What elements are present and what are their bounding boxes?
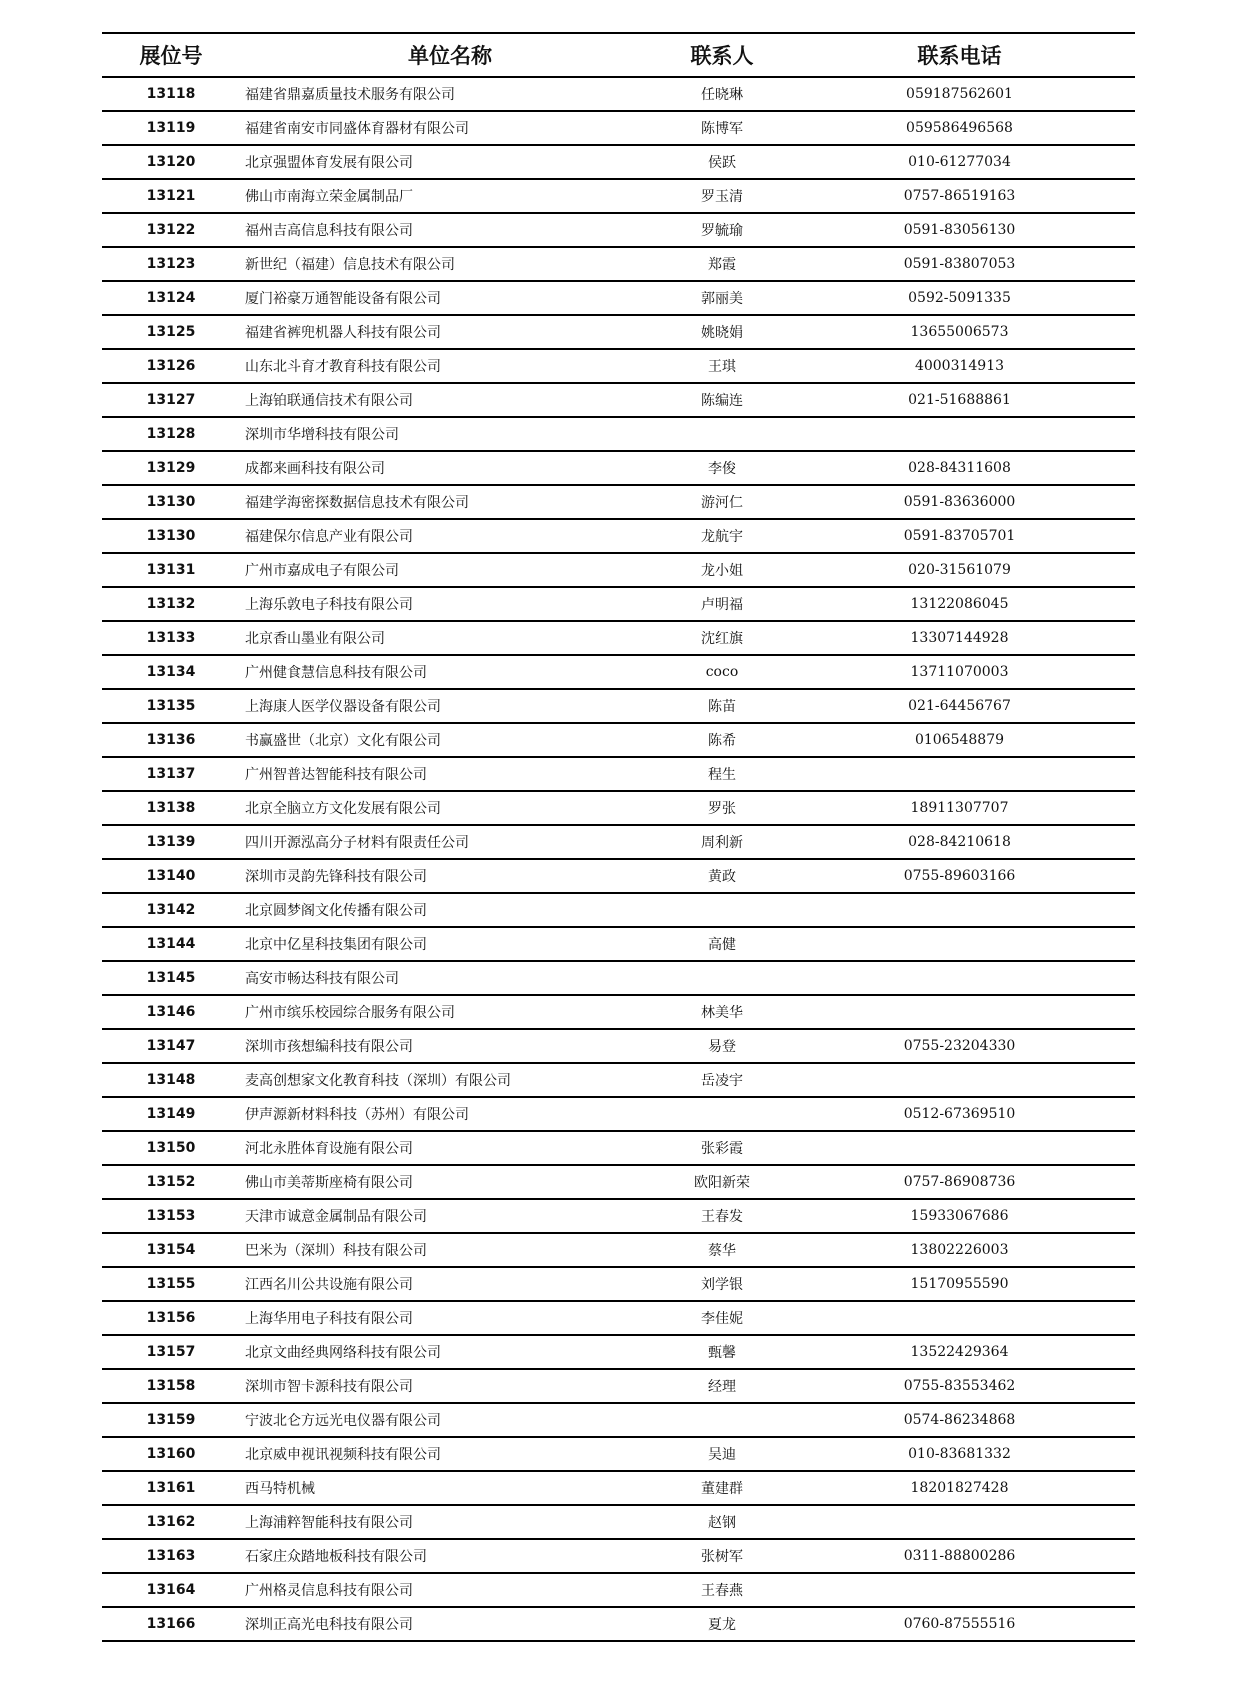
company-name-cell: 北京全脑立方文化发展有限公司 bbox=[240, 791, 660, 825]
booth-number-cell: 13131 bbox=[102, 553, 240, 587]
phone-cell: 4000314913 bbox=[784, 349, 1135, 383]
contact-person-cell: 罗毓瑜 bbox=[660, 213, 784, 247]
company-name-cell: 深圳市华增科技有限公司 bbox=[240, 417, 660, 451]
table-row bbox=[102, 961, 1135, 995]
company-name-cell: 上海华用电子科技有限公司 bbox=[240, 1301, 660, 1335]
phone-cell: 0591-83807053 bbox=[784, 247, 1135, 281]
phone-cell: 13307144928 bbox=[784, 621, 1135, 655]
phone-cell: 0755-83553462 bbox=[784, 1369, 1135, 1403]
booth-number-cell: 13123 bbox=[102, 247, 240, 281]
company-name-cell: 河北永胜体育设施有限公司 bbox=[240, 1131, 660, 1165]
table-row bbox=[102, 145, 1135, 179]
contact-person-cell: 赵钢 bbox=[660, 1505, 784, 1539]
contact-person-cell: 陈博军 bbox=[660, 111, 784, 145]
booth-number-cell: 13129 bbox=[102, 451, 240, 485]
header-booth-number: 展位号 bbox=[102, 33, 240, 77]
table-row bbox=[102, 1335, 1135, 1369]
phone-cell: 15933067686 bbox=[784, 1199, 1135, 1233]
company-name-cell: 巴米为（深圳）科技有限公司 bbox=[240, 1233, 660, 1267]
phone-cell bbox=[784, 1505, 1135, 1539]
phone-cell bbox=[784, 1573, 1135, 1607]
company-name-cell: 福建学海密探数据信息技术有限公司 bbox=[240, 485, 660, 519]
contact-person-cell: 陈编连 bbox=[660, 383, 784, 417]
phone-cell: 028-84311608 bbox=[784, 451, 1135, 485]
booth-number-cell: 13130 bbox=[102, 485, 240, 519]
booth-number-cell: 13126 bbox=[102, 349, 240, 383]
table-row bbox=[102, 655, 1135, 689]
table-row bbox=[102, 349, 1135, 383]
table-row bbox=[102, 1505, 1135, 1539]
phone-cell: 010-83681332 bbox=[784, 1437, 1135, 1471]
header-row bbox=[102, 33, 1135, 77]
booth-number-cell: 13149 bbox=[102, 1097, 240, 1131]
booth-number-cell: 13135 bbox=[102, 689, 240, 723]
booth-number-cell: 13127 bbox=[102, 383, 240, 417]
booth-number-cell: 13163 bbox=[102, 1539, 240, 1573]
exhibitor-table bbox=[102, 32, 1135, 1642]
table-row bbox=[102, 621, 1135, 655]
table-row bbox=[102, 1097, 1135, 1131]
booth-number-cell: 13148 bbox=[102, 1063, 240, 1097]
contact-person-cell: 林美华 bbox=[660, 995, 784, 1029]
company-name-cell: 上海乐敦电子科技有限公司 bbox=[240, 587, 660, 621]
table-row bbox=[102, 1131, 1135, 1165]
table-body bbox=[102, 77, 1135, 1641]
booth-number-cell: 13164 bbox=[102, 1573, 240, 1607]
phone-cell: 0512-67369510 bbox=[784, 1097, 1135, 1131]
phone-cell: 13655006573 bbox=[784, 315, 1135, 349]
company-name-cell: 福建省鼎嘉质量技术服务有限公司 bbox=[240, 77, 660, 111]
table-row bbox=[102, 553, 1135, 587]
company-name-cell: 广州市嘉成电子有限公司 bbox=[240, 553, 660, 587]
company-name-cell: 山东北斗育才教育科技有限公司 bbox=[240, 349, 660, 383]
contact-person-cell: 张彩霞 bbox=[660, 1131, 784, 1165]
header-company-name: 单位名称 bbox=[240, 33, 660, 77]
booth-number-cell: 13128 bbox=[102, 417, 240, 451]
booth-number-cell: 13122 bbox=[102, 213, 240, 247]
booth-number-cell: 13118 bbox=[102, 77, 240, 111]
contact-person-cell: 王春燕 bbox=[660, 1573, 784, 1607]
company-name-cell: 上海铂联通信技术有限公司 bbox=[240, 383, 660, 417]
table-row bbox=[102, 587, 1135, 621]
phone-cell: 13711070003 bbox=[784, 655, 1135, 689]
phone-cell bbox=[784, 1063, 1135, 1097]
table-row bbox=[102, 1267, 1135, 1301]
phone-cell: 0574-86234868 bbox=[784, 1403, 1135, 1437]
contact-person-cell bbox=[660, 961, 784, 995]
table-row bbox=[102, 281, 1135, 315]
table-row bbox=[102, 179, 1135, 213]
contact-person-cell: 罗张 bbox=[660, 791, 784, 825]
contact-person-cell: 王琪 bbox=[660, 349, 784, 383]
table-row bbox=[102, 519, 1135, 553]
phone-cell: 18911307707 bbox=[784, 791, 1135, 825]
booth-number-cell: 13155 bbox=[102, 1267, 240, 1301]
company-name-cell: 福建省裤兜机器人科技有限公司 bbox=[240, 315, 660, 349]
company-name-cell: 深圳正高光电科技有限公司 bbox=[240, 1607, 660, 1641]
phone-cell: 0592-5091335 bbox=[784, 281, 1135, 315]
table-row bbox=[102, 1301, 1135, 1335]
phone-cell: 0311-88800286 bbox=[784, 1539, 1135, 1573]
contact-person-cell: 陈希 bbox=[660, 723, 784, 757]
booth-number-cell: 13142 bbox=[102, 893, 240, 927]
table-row bbox=[102, 1403, 1135, 1437]
table-header bbox=[102, 33, 1135, 77]
contact-person-cell: 黄政 bbox=[660, 859, 784, 893]
booth-number-cell: 13159 bbox=[102, 1403, 240, 1437]
table-row bbox=[102, 1233, 1135, 1267]
booth-number-cell: 13162 bbox=[102, 1505, 240, 1539]
phone-cell bbox=[784, 893, 1135, 927]
contact-person-cell bbox=[660, 1403, 784, 1437]
booth-number-cell: 13136 bbox=[102, 723, 240, 757]
table-row bbox=[102, 111, 1135, 145]
table-row bbox=[102, 383, 1135, 417]
contact-person-cell: 吴迪 bbox=[660, 1437, 784, 1471]
contact-person-cell: 任晓琳 bbox=[660, 77, 784, 111]
table-row bbox=[102, 859, 1135, 893]
contact-person-cell: 龙航宇 bbox=[660, 519, 784, 553]
table-row bbox=[102, 1573, 1135, 1607]
company-name-cell: 深圳市孩想编科技有限公司 bbox=[240, 1029, 660, 1063]
phone-cell bbox=[784, 1131, 1135, 1165]
booth-number-cell: 13133 bbox=[102, 621, 240, 655]
contact-person-cell: coco bbox=[660, 655, 784, 689]
table-row bbox=[102, 1539, 1135, 1573]
phone-cell: 0760-87555516 bbox=[784, 1607, 1135, 1641]
company-name-cell: 北京威申视讯视频科技有限公司 bbox=[240, 1437, 660, 1471]
table-row bbox=[102, 213, 1135, 247]
booth-number-cell: 13139 bbox=[102, 825, 240, 859]
booth-number-cell: 13125 bbox=[102, 315, 240, 349]
booth-number-cell: 13134 bbox=[102, 655, 240, 689]
table-row bbox=[102, 1437, 1135, 1471]
phone-cell: 021-64456767 bbox=[784, 689, 1135, 723]
company-name-cell: 福州吉高信息科技有限公司 bbox=[240, 213, 660, 247]
phone-cell: 020-31561079 bbox=[784, 553, 1135, 587]
table-row bbox=[102, 77, 1135, 111]
table-row bbox=[102, 1063, 1135, 1097]
company-name-cell: 江西名川公共设施有限公司 bbox=[240, 1267, 660, 1301]
contact-person-cell bbox=[660, 417, 784, 451]
table-row bbox=[102, 825, 1135, 859]
contact-person-cell: 郭丽美 bbox=[660, 281, 784, 315]
table-row bbox=[102, 1607, 1135, 1641]
company-name-cell: 麦高创想家文化教育科技（深圳）有限公司 bbox=[240, 1063, 660, 1097]
contact-person-cell: 刘学银 bbox=[660, 1267, 784, 1301]
company-name-cell: 北京强盟体育发展有限公司 bbox=[240, 145, 660, 179]
contact-person-cell: 游河仁 bbox=[660, 485, 784, 519]
booth-number-cell: 13130 bbox=[102, 519, 240, 553]
company-name-cell: 佛山市南海立荣金属制品厂 bbox=[240, 179, 660, 213]
company-name-cell: 西马特机械 bbox=[240, 1471, 660, 1505]
company-name-cell: 北京文曲经典网络科技有限公司 bbox=[240, 1335, 660, 1369]
contact-person-cell: 罗玉清 bbox=[660, 179, 784, 213]
phone-cell: 010-61277034 bbox=[784, 145, 1135, 179]
company-name-cell: 新世纪（福建）信息技术有限公司 bbox=[240, 247, 660, 281]
phone-cell: 0755-89603166 bbox=[784, 859, 1135, 893]
contact-person-cell bbox=[660, 1097, 784, 1131]
phone-cell bbox=[784, 927, 1135, 961]
table-row bbox=[102, 1199, 1135, 1233]
company-name-cell: 广州格灵信息科技有限公司 bbox=[240, 1573, 660, 1607]
table-row bbox=[102, 791, 1135, 825]
table-row bbox=[102, 417, 1135, 451]
booth-number-cell: 13145 bbox=[102, 961, 240, 995]
booth-number-cell: 13120 bbox=[102, 145, 240, 179]
company-name-cell: 四川开源泓高分子材料有限责任公司 bbox=[240, 825, 660, 859]
phone-cell: 0106548879 bbox=[784, 723, 1135, 757]
contact-person-cell: 侯跃 bbox=[660, 145, 784, 179]
phone-cell: 18201827428 bbox=[784, 1471, 1135, 1505]
company-name-cell: 上海康人医学仪器设备有限公司 bbox=[240, 689, 660, 723]
booth-number-cell: 13166 bbox=[102, 1607, 240, 1641]
phone-cell: 0591-83705701 bbox=[784, 519, 1135, 553]
booth-number-cell: 13157 bbox=[102, 1335, 240, 1369]
company-name-cell: 北京圆梦阁文化传播有限公司 bbox=[240, 893, 660, 927]
contact-person-cell: 蔡华 bbox=[660, 1233, 784, 1267]
phone-cell: 13522429364 bbox=[784, 1335, 1135, 1369]
phone-cell: 021-51688861 bbox=[784, 383, 1135, 417]
company-name-cell: 伊声源新材料科技（苏州）有限公司 bbox=[240, 1097, 660, 1131]
phone-cell: 0591-83056130 bbox=[784, 213, 1135, 247]
company-name-cell: 广州健食慧信息科技有限公司 bbox=[240, 655, 660, 689]
phone-cell bbox=[784, 417, 1135, 451]
company-name-cell: 深圳市灵韵先锋科技有限公司 bbox=[240, 859, 660, 893]
contact-person-cell: 欧阳新荣 bbox=[660, 1165, 784, 1199]
header-phone: 联系电话 bbox=[784, 33, 1135, 77]
contact-person-cell: 姚晓娟 bbox=[660, 315, 784, 349]
contact-person-cell: 王春发 bbox=[660, 1199, 784, 1233]
phone-cell bbox=[784, 757, 1135, 791]
phone-cell: 059586496568 bbox=[784, 111, 1135, 145]
company-name-cell: 北京香山墨业有限公司 bbox=[240, 621, 660, 655]
contact-person-cell: 龙小姐 bbox=[660, 553, 784, 587]
phone-cell: 0757-86519163 bbox=[784, 179, 1135, 213]
booth-number-cell: 13119 bbox=[102, 111, 240, 145]
table-row bbox=[102, 1471, 1135, 1505]
booth-number-cell: 13144 bbox=[102, 927, 240, 961]
phone-cell bbox=[784, 961, 1135, 995]
company-name-cell: 深圳市智卡源科技有限公司 bbox=[240, 1369, 660, 1403]
phone-cell: 15170955590 bbox=[784, 1267, 1135, 1301]
contact-person-cell: 李俊 bbox=[660, 451, 784, 485]
contact-person-cell: 岳凌宇 bbox=[660, 1063, 784, 1097]
booth-number-cell: 13140 bbox=[102, 859, 240, 893]
phone-cell: 13122086045 bbox=[784, 587, 1135, 621]
contact-person-cell: 周利新 bbox=[660, 825, 784, 859]
table-row bbox=[102, 1029, 1135, 1063]
phone-cell bbox=[784, 995, 1135, 1029]
contact-person-cell: 高健 bbox=[660, 927, 784, 961]
contact-person-cell bbox=[660, 893, 784, 927]
contact-person-cell: 易登 bbox=[660, 1029, 784, 1063]
company-name-cell: 宁波北仑方远光电仪器有限公司 bbox=[240, 1403, 660, 1437]
booth-number-cell: 13124 bbox=[102, 281, 240, 315]
contact-person-cell: 经理 bbox=[660, 1369, 784, 1403]
table-row bbox=[102, 315, 1135, 349]
contact-person-cell: 李佳妮 bbox=[660, 1301, 784, 1335]
company-name-cell: 福建省南安市同盛体育器材有限公司 bbox=[240, 111, 660, 145]
booth-number-cell: 13158 bbox=[102, 1369, 240, 1403]
table-row bbox=[102, 485, 1135, 519]
booth-number-cell: 13147 bbox=[102, 1029, 240, 1063]
company-name-cell: 上海浦粹智能科技有限公司 bbox=[240, 1505, 660, 1539]
company-name-cell: 厦门裕豪万通智能设备有限公司 bbox=[240, 281, 660, 315]
table-row bbox=[102, 723, 1135, 757]
phone-cell bbox=[784, 1301, 1135, 1335]
phone-cell: 059187562601 bbox=[784, 77, 1135, 111]
booth-number-cell: 13132 bbox=[102, 587, 240, 621]
contact-person-cell: 陈苗 bbox=[660, 689, 784, 723]
company-name-cell: 福建保尔信息产业有限公司 bbox=[240, 519, 660, 553]
table-row bbox=[102, 247, 1135, 281]
table-row bbox=[102, 757, 1135, 791]
table-row bbox=[102, 927, 1135, 961]
booth-number-cell: 13150 bbox=[102, 1131, 240, 1165]
contact-person-cell: 甄馨 bbox=[660, 1335, 784, 1369]
company-name-cell: 高安市畅达科技有限公司 bbox=[240, 961, 660, 995]
booth-number-cell: 13146 bbox=[102, 995, 240, 1029]
company-name-cell: 广州智普达智能科技有限公司 bbox=[240, 757, 660, 791]
company-name-cell: 成都来画科技有限公司 bbox=[240, 451, 660, 485]
phone-cell: 13802226003 bbox=[784, 1233, 1135, 1267]
phone-cell: 0591-83636000 bbox=[784, 485, 1135, 519]
company-name-cell: 北京中亿星科技集团有限公司 bbox=[240, 927, 660, 961]
table-row bbox=[102, 995, 1135, 1029]
booth-number-cell: 13121 bbox=[102, 179, 240, 213]
contact-person-cell: 卢明福 bbox=[660, 587, 784, 621]
table-row bbox=[102, 1369, 1135, 1403]
table-row bbox=[102, 1165, 1135, 1199]
header-contact-person: 联系人 bbox=[660, 33, 784, 77]
phone-cell: 0755-23204330 bbox=[784, 1029, 1135, 1063]
company-name-cell: 石家庄众踏地板科技有限公司 bbox=[240, 1539, 660, 1573]
booth-number-cell: 13161 bbox=[102, 1471, 240, 1505]
booth-number-cell: 13156 bbox=[102, 1301, 240, 1335]
phone-cell: 0757-86908736 bbox=[784, 1165, 1135, 1199]
company-name-cell: 天津市诚意金属制品有限公司 bbox=[240, 1199, 660, 1233]
booth-number-cell: 13138 bbox=[102, 791, 240, 825]
table-row bbox=[102, 893, 1135, 927]
booth-number-cell: 13153 bbox=[102, 1199, 240, 1233]
contact-person-cell: 董建群 bbox=[660, 1471, 784, 1505]
contact-person-cell: 沈红旗 bbox=[660, 621, 784, 655]
booth-number-cell: 13137 bbox=[102, 757, 240, 791]
contact-person-cell: 夏龙 bbox=[660, 1607, 784, 1641]
booth-number-cell: 13154 bbox=[102, 1233, 240, 1267]
table-row bbox=[102, 689, 1135, 723]
company-name-cell: 广州市缤乐校园综合服务有限公司 bbox=[240, 995, 660, 1029]
company-name-cell: 佛山市美蒂斯座椅有限公司 bbox=[240, 1165, 660, 1199]
contact-person-cell: 郑霞 bbox=[660, 247, 784, 281]
contact-person-cell: 程生 bbox=[660, 757, 784, 791]
contact-person-cell: 张树军 bbox=[660, 1539, 784, 1573]
booth-number-cell: 13152 bbox=[102, 1165, 240, 1199]
phone-cell: 028-84210618 bbox=[784, 825, 1135, 859]
table-row bbox=[102, 451, 1135, 485]
booth-number-cell: 13160 bbox=[102, 1437, 240, 1471]
company-name-cell: 书赢盛世（北京）文化有限公司 bbox=[240, 723, 660, 757]
